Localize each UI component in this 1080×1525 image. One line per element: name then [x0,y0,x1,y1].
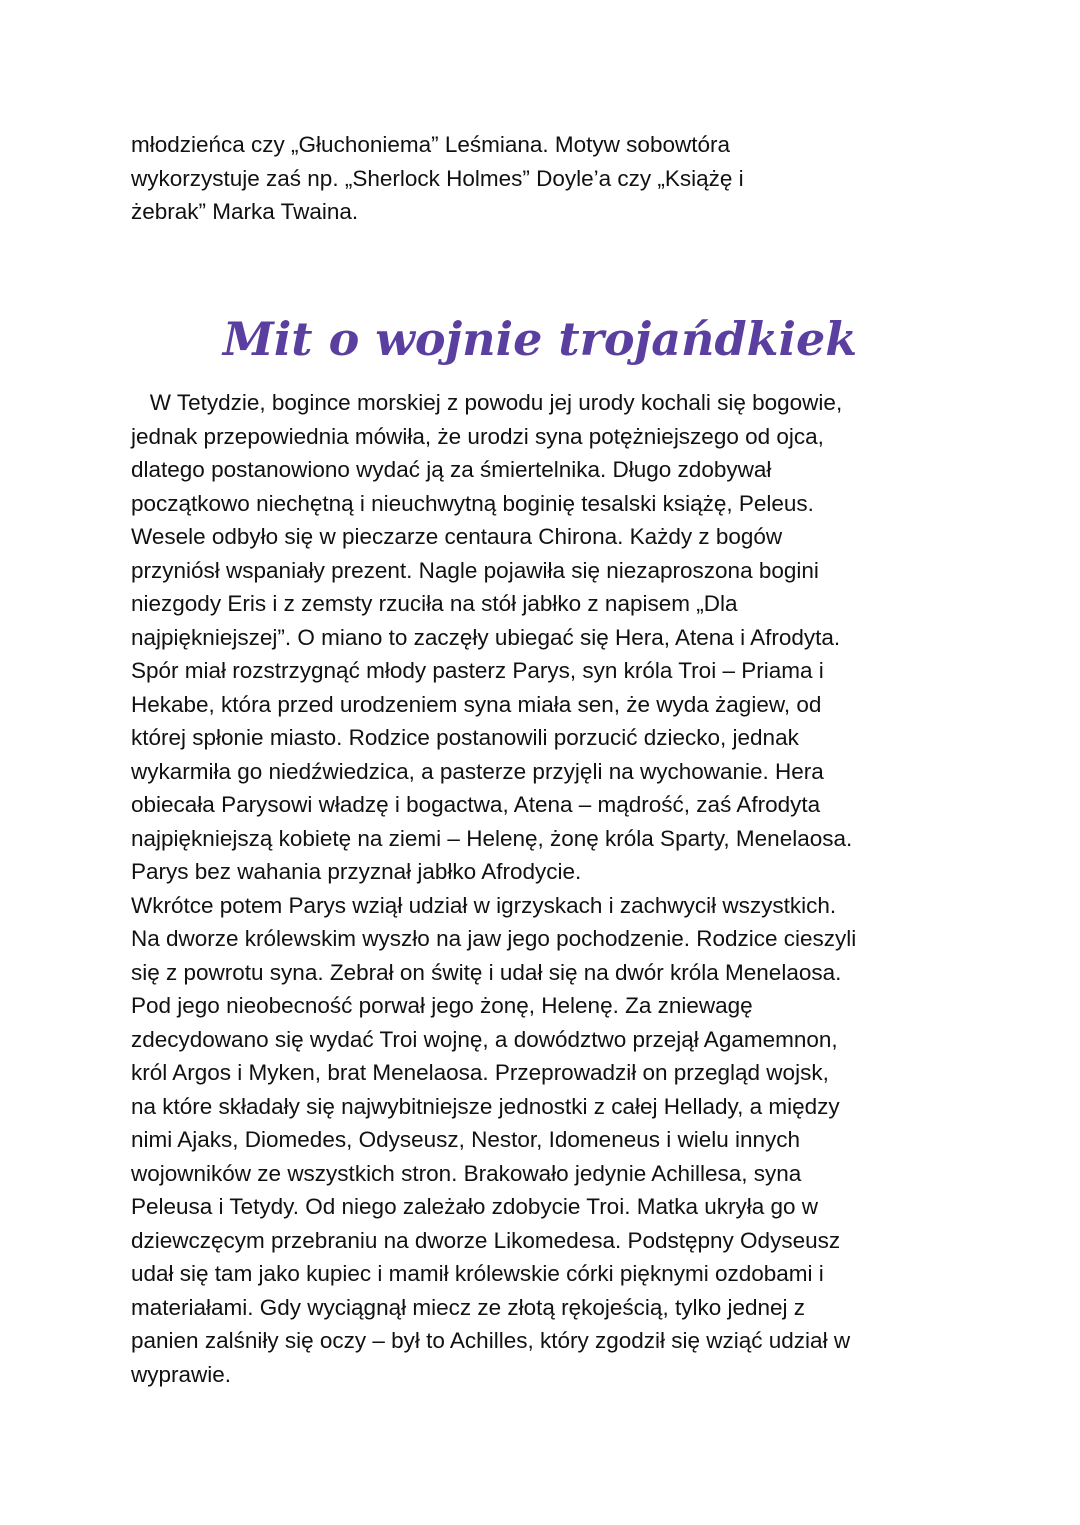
text-line: Pod jego nieobecność porwał jego żonę, Helenę. Za zniewagę [131,993,753,1018]
text-line: początkowo niechętną i nieuchwytną boginię tesalski książę, Peleus. [131,490,814,516]
text-line: się z powrotu syna. Zebrał on świtę i udał się na dwór króla Menelaosa. [131,959,842,985]
text-line: udał się tam jako kupiec i mamił królewskie córki pięknymi ozdobami i [131,1261,824,1286]
text-line: nimi Ajaks, Diomedes, Odyseusz, Nestor, Idomeneus i wielu innych [131,1127,801,1152]
text-line: młodzieńca czy „Głuchoniema” Leśmiana. Motyw sobowtóra [131,132,730,157]
text-line: najpiękniejszej”. O miano to zaczęły ubiegać się Hera, Atena i Afrodyta. [131,624,841,650]
text-line: na które składały się najwybitniejsze jednostki z całej Hellady, a między [131,1093,840,1119]
text-line: Parys bez wahania przyznał jabłko Afrodycie. [131,859,582,884]
text-line: dziewczęcym przebraniu na dworze Likomedesa. Podstępny Odyseusz [131,1227,841,1253]
text-line: dlatego postanowiono wydać ją za śmiertelnika. Długo zdobywał [131,457,772,482]
text-line: materiałami. Gdy wyciągnął miecz ze złotą rękojeścią, tylko jednej z [131,1294,806,1320]
text-line: obiecała Parysowi władzę i bogactwa, Atena – mądrość, zaś Afrodyta [131,792,821,817]
text-line: przyniósł wspaniały prezent. Nagle pojawiła się niezaproszona bogini [131,557,819,583]
text-line: najpiękniejszą kobietę na ziemi – Helenę, żonę króla Sparty, Menelaosa. [131,825,853,851]
text-line: król Argos i Myken, brat Menelaosa. Przeprowadził on przegląd wojsk, [131,1060,829,1085]
text-line: wykarmiła go niedźwiedzica, a pasterze przyjęli na wychowanie. Hera [131,758,824,784]
text-line: panien zalśniły się oczy – był to Achilles, który zgodził się wziąć udział w [131,1328,851,1353]
text-line: Na dworze królewskim wyszło na jaw jego pochodzenie. Rodzice cieszyli [131,926,857,951]
story-paragraph [131,386,1031,1391]
text-line: wyprawie. [131,1361,232,1387]
text-line: wojowników ze wszystkich stron. Brakowało jedynie Achillesa, syna [131,1160,802,1186]
intro-paragraph [131,128,1031,229]
text-line: Spór miał rozstrzygnąć młody pasterz Parys, syn króla Troi – Priama i [131,658,824,683]
text-line: wykorzystuje zaś np. „Sherlock Holmes” Doyle’a czy „Książę i [131,165,744,191]
text-line: żebrak” Marka Twaina. [131,199,359,224]
text-line: której spłonie miasto. Rodzice postanowili porzucić dziecko, jednak [131,725,799,750]
text-line: Wesele odbyło się w pieczarze centaura Chirona. Każdy z bogów [131,524,783,549]
page-title: Mit o wojnie trojańdkiek [222,312,858,366]
text-line: Peleusa i Tetydy. Od niego zależało zdobycie Troi. Matka ukryła go w [131,1194,819,1219]
text-line: Hekabe, która przed urodzeniem syna miała sen, że wyda żagiew, od [131,691,822,717]
text-line: W Tetydzie, bogince morskiej z powodu jej urody kochali się bogowie, [131,390,843,415]
text-line: zdecydowano się wydać Troi wojnę, a dowództwo przejął Agamemnon, [131,1026,838,1052]
text-line: niezgody Eris i z zemsty rzuciła na stół jabłko z napisem „Dla [131,591,738,616]
text-line: Wkrótce potem Parys wziął udział w igrzyskach i zachwycił wszystkich. [131,892,837,918]
text-line: jednak przepowiednia mówiła, że urodzi syna potężniejszego od ojca, [131,423,824,449]
